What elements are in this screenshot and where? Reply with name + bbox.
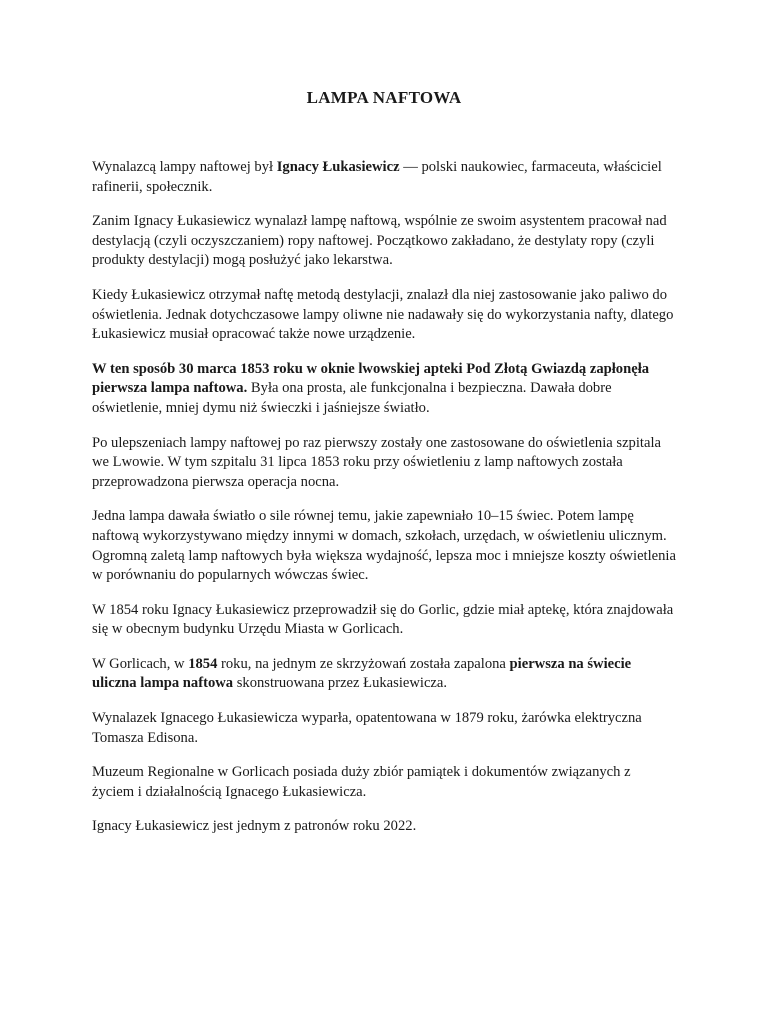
paragraph-text: — polski naukowiec, farmaceuta, właściciel rafinerii, społecznik.	[92, 159, 662, 195]
paragraph-text: W Gorlicach, w	[92, 655, 189, 672]
paragraph-4	[92, 360, 676, 419]
paragraph-7	[92, 601, 676, 640]
paragraph-9	[92, 709, 676, 748]
paragraph-text: skonstruowana przez Łukasiewicza.	[233, 675, 448, 692]
paragraph-1	[92, 158, 676, 197]
emphasis-text: 1854	[188, 655, 218, 672]
paragraph-text: Wynalazcą lampy naftowej był	[92, 159, 277, 175]
paragraph-text: Wynalazek Ignacego Łukasiewicza wyparła, opatentowana w 1879 roku, żarówka elektryczna Tomasza Edisona.	[92, 710, 642, 746]
emphasis-text: pierwsza na świecie uliczna lampa naftowa	[92, 655, 632, 692]
paragraph-text: Kiedy Łukasiewicz otrzymał naftę metodą destylacji, znalazł dla niej zastosowanie jako paliwo do oświetlenia. Jednak dotychczasowe lampy oliwne nie nadawały się do wykorzystania nafty, dlatego Łukasiewicz musiał opracować także nowe urządzenie.	[92, 286, 674, 343]
paragraph-2	[92, 212, 676, 271]
paragraph-5	[92, 434, 676, 493]
paragraph-text: Po ulepszeniach lampy naftowej po raz pierwszy zostały one zastosowane do oświetlenia szpitala we Lwowie. W tym szpitalu 31 lipca 1853 roku przy oświetleniu z lamp naftowych została przeprowadzona pierwsza operacja nocna.	[92, 434, 661, 490]
paragraph-text: Jedna lampa dawała światło o sile równej temu, jakie zapewniało 10–15 świec. Potem lampę naftową wykorzystywano między innymi w domach, szkołach, urzędach, w oświetleniu ulicznym. Ogromną zaletą lamp naftowych była większa wydajność, lepsza moc i mniejsze koszty oświetlenia w porównaniu do popularnych wówczas świec.	[92, 508, 676, 584]
paragraph-text: roku, na jednym ze skrzyżowań została zapalona	[217, 655, 510, 672]
paragraph-text: W 1854 roku Ignacy Łukasiewicz przeprowadził się do Gorlic, gdzie miał aptekę, która znajdowała się w obecnym budynku Urzędu Miasta w Gorlicach.	[92, 601, 674, 638]
paragraph-11	[92, 817, 676, 837]
paragraph-6	[92, 507, 676, 585]
document-title: LAMPA NAFTOWA	[306, 88, 462, 107]
paragraph-10	[92, 763, 676, 802]
paragraph-text: Zanim Ignacy Łukasiewicz wynalazł lampę naftową, wspólnie ze swoim asystentem pracował nad destylacją (czyli oczyszczaniem) ropy naftowej. Początkowo zakładano, że destylaty ropy (czyli produkty destylacji) mogą posłużyć jako lekarstwa.	[92, 213, 667, 269]
paragraph-text: Muzeum Regionalne w Gorlicach posiada duży zbiór pamiątek i dokumentów związanych z życiem i działalnością Ignacego Łukasiewicza.	[92, 764, 631, 800]
paragraph-text: Była ona prosta, ale funkcjonalna i bezpieczna. Dawała dobre oświetlenie, mniej dymu niż świeczki i jaśniejsze światło.	[92, 380, 612, 416]
emphasis-text: W ten sposób 30 marca 1853 roku w oknie lwowskiej apteki Pod Złotą Gwiazdą zapłonęła pierwsza lampa naftowa.	[92, 360, 650, 397]
paragraph-8	[92, 655, 676, 694]
paragraph-3	[92, 286, 676, 345]
emphasis-text: Ignacy Łukasiewicz	[276, 159, 400, 175]
paragraph-text: Ignacy Łukasiewicz jest jednym z patronów roku 2022.	[92, 818, 417, 835]
